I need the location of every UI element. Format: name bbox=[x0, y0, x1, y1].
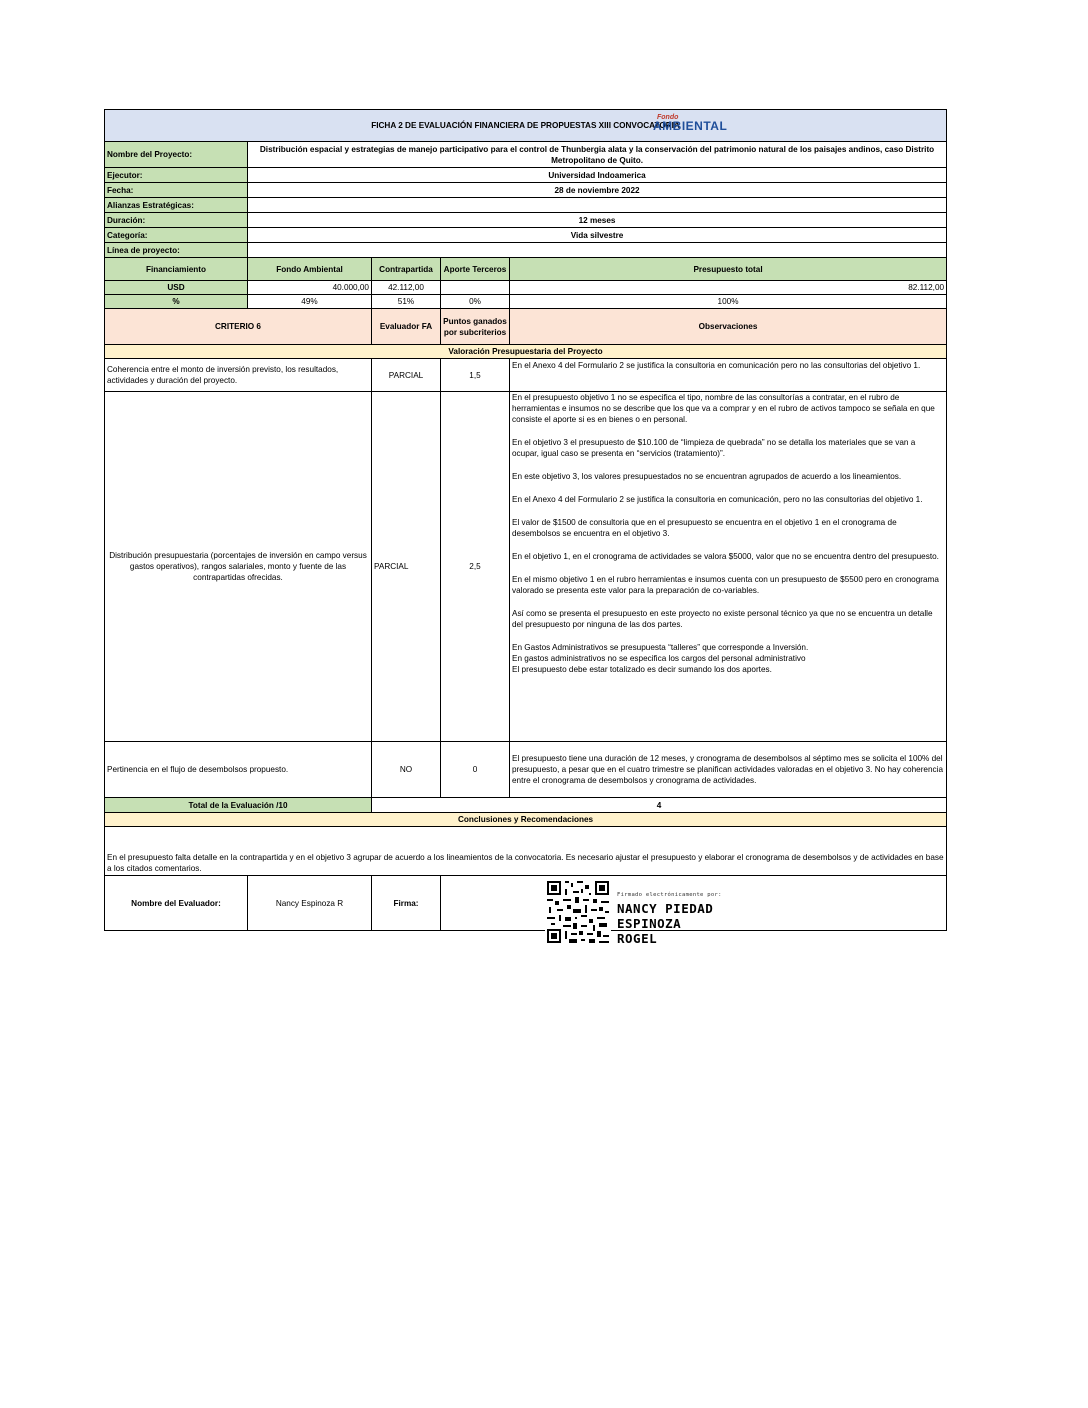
evaluator-name-label: Nombre del Evaluador: bbox=[105, 876, 248, 931]
signature-label: Firma: bbox=[372, 876, 441, 931]
electronic-signature bbox=[617, 890, 722, 946]
criterion-text: Distribución presupuestaria (porcentajes de inversión en campo versus gastos operativos), rangos salariales, monto y fuente de las contrapartidas ofrecidas. bbox=[105, 392, 372, 742]
project-line-label: Línea de proyecto: bbox=[105, 243, 248, 258]
observation-paragraph: Así como se presenta el presupuesto en este proyecto no existe personal técnico ya que no se encuentra un detalle del presupuesto por ninguna de las dos partes. bbox=[512, 609, 933, 629]
executor-value: Universidad Indoamerica bbox=[248, 168, 947, 183]
usd-total-value: 82.112,00 bbox=[510, 281, 947, 295]
conclusions-title: Conclusiones y Recomendaciones bbox=[105, 813, 947, 827]
signer-name-line: ESPINOZA bbox=[617, 916, 682, 931]
logo-small-text: Fondo bbox=[657, 114, 679, 121]
observation-paragraph: En el Anexo 4 del Formulario 2 se justifica la consultoria en comunicación pero no las consultorias del objetivo 1. bbox=[512, 361, 921, 370]
criterion-text: Pertinencia en el flujo de desembolsos propuesto. bbox=[105, 742, 372, 798]
criterion-observations bbox=[510, 359, 947, 392]
qr-code-icon bbox=[545, 879, 611, 945]
observation-paragraph: El presupuesto debe estar totalizado es decir sumando los dos aportes. bbox=[512, 665, 772, 674]
observation-paragraph: En gastos administrativos no se especifica los cargos del personal administrativo bbox=[512, 654, 806, 663]
signer-name-line: NANCY PIEDAD bbox=[617, 901, 714, 916]
project-line-value bbox=[248, 243, 947, 258]
fondo-ambiental-header: Fondo Ambiental bbox=[248, 258, 372, 281]
observation-paragraph: En el Anexo 4 del Formulario 2 se justifica la consultoria en comunicación, pero no las consultorias del objetivo 1. bbox=[512, 495, 923, 504]
executor-label: Ejecutor: bbox=[105, 168, 248, 183]
total-label: Total de la Evaluación /10 bbox=[105, 798, 372, 813]
observation-paragraph: El presupuesto tiene una duración de 12 meses, y cronograma de desembolsos al séptimo mes se solicita el 100% del presupuesto, a pesar que en el cuatro trimestre se planifican actividades valoradas en el objetivo 3. No hay coherencia entre el cronograma de desembolsos y cronograma de actividades. bbox=[512, 754, 944, 785]
observation-paragraph: En el objetivo 3 el presupuesto de $10.100 de “limpieza de quebrada” no se detalla los materiales que se van a ocupar, igual caso se presenta en “servicios (tratamiento)”. bbox=[512, 438, 916, 458]
contrapartida-header: Contrapartida bbox=[372, 258, 441, 281]
criterion-points: 2,5 bbox=[441, 392, 510, 742]
total-value: 4 bbox=[372, 798, 947, 813]
criterion-observations bbox=[510, 742, 947, 798]
observation-paragraph: En Gastos Administrativos se presupuesta “talleres” que corresponde a Inversión. bbox=[512, 643, 809, 652]
criterion-text: Coherencia entre el monto de inversión previsto, los resultados, actividades y duración del proyecto. bbox=[105, 359, 372, 392]
criterion-evaluation: NO bbox=[372, 742, 441, 798]
project-name-label: Nombre del Proyecto: bbox=[105, 142, 248, 168]
percent-contrapartida-value: 51% bbox=[372, 295, 441, 309]
observation-paragraph: En este objetivo 3, los valores presupuestados no se encuentran agrupados de acuerdo a los lineamientos. bbox=[512, 472, 902, 481]
total-budget-header: Presupuesto total bbox=[510, 258, 947, 281]
percent-third-party-value: 0% bbox=[441, 295, 510, 309]
usd-contrapartida-value: 42.112,00 bbox=[372, 281, 441, 295]
points-header: Puntos ganados por subcriterios bbox=[441, 309, 510, 345]
evaluator-header: Evaluador FA bbox=[372, 309, 441, 345]
budget-section-title: Valoración Presupuestaria del Proyecto bbox=[105, 345, 947, 359]
criterion-points: 0 bbox=[441, 742, 510, 798]
logo-big-text: AMBIENTAL bbox=[653, 119, 728, 133]
third-party-header: Aporte Terceros bbox=[441, 258, 510, 281]
signature-area bbox=[441, 876, 947, 946]
percent-total-value: 100% bbox=[510, 295, 947, 309]
signed-by-label: Firmado electrónicamente por: bbox=[617, 892, 722, 898]
project-name-value: Distribución espacial y estrategias de manejo participativo para el control de Thunbergia alata y la conservación del patrimonio natural de los paisajes andinos, caso Distrito Metropolitano de Quito. bbox=[248, 142, 947, 168]
evaluation-sheet bbox=[104, 109, 946, 946]
evaluator-name-value: Nancy Espinoza R bbox=[248, 876, 372, 931]
percent-fondo-value: 49% bbox=[248, 295, 372, 309]
usd-label: USD bbox=[105, 281, 248, 295]
date-value: 28 de noviembre 2022 bbox=[248, 183, 947, 198]
page-title: FICHA 2 DE EVALUACIÓN FINANCIERA DE PROPUESTAS XIII CONVOCATORIA bbox=[371, 121, 680, 130]
criterion-points: 1,5 bbox=[441, 359, 510, 392]
criterion-header: CRITERIO 6 bbox=[105, 309, 372, 345]
header-title-cell bbox=[105, 110, 947, 142]
observation-paragraph: En el objetivo 1, en el cronograma de actividades se valora $5000, valor que no se encuentra dentro del presupuesto. bbox=[512, 552, 939, 561]
percent-label: % bbox=[105, 295, 248, 309]
category-label: Categoría: bbox=[105, 228, 248, 243]
criterion-row bbox=[105, 359, 947, 392]
fondo-ambiental-logo bbox=[653, 112, 728, 136]
category-value: Vida silvestre bbox=[248, 228, 947, 243]
observations-header: Observaciones bbox=[510, 309, 947, 345]
signer-name-line: ROGEL bbox=[617, 931, 658, 946]
duration-value: 12 meses bbox=[248, 213, 947, 228]
financing-header: Financiamiento bbox=[105, 258, 248, 281]
observation-paragraph: En el presupuesto objetivo 1 no se especifica el tipo, nombre de las consultorías a contratar, en el rubro de herramientas e insumos no se describe que los que va a comprar y en el rubro de activos tampoco se señala en que consiste el aporte si es en bienes o en personal. bbox=[512, 393, 935, 424]
alliances-value bbox=[248, 198, 947, 213]
criterion-observations bbox=[510, 392, 947, 742]
criterion-evaluation: PARCIAL bbox=[372, 359, 441, 392]
conclusions-text: En el presupuesto falta detalle en la contrapartida y en el objetivo 3 agrupar de acuerdo a los lineamientos de la convocatoria. Es necesario ajustar el presupuesto y elaborar el cronograma de desembolsos y de actividades en base a los citados comentarios. bbox=[105, 827, 947, 876]
observation-paragraph: En el mismo objetivo 1 en el rubro herramientas e insumos cuenta con un presupuesto de $5500 pero en cronograma valorado se presenta este valor para la preparación de co-variables. bbox=[512, 575, 939, 595]
criterion-evaluation: PARCIAL bbox=[372, 392, 441, 742]
evaluation-table bbox=[104, 109, 947, 946]
alliances-label: Alianzas Estratégicas: bbox=[105, 198, 248, 213]
usd-fondo-value: 40.000,00 bbox=[248, 281, 372, 295]
duration-label: Duración: bbox=[105, 213, 248, 228]
date-label: Fecha: bbox=[105, 183, 248, 198]
usd-third-party-value bbox=[441, 281, 510, 295]
criterion-row bbox=[105, 742, 947, 798]
criterion-row bbox=[105, 392, 947, 742]
observation-paragraph: El valor de $1500 de consultoria que en el presupuesto se encuentra en el objetivo 1 en el cronograma de desembolsos se encuentra en el objetivo 3. bbox=[512, 518, 897, 538]
